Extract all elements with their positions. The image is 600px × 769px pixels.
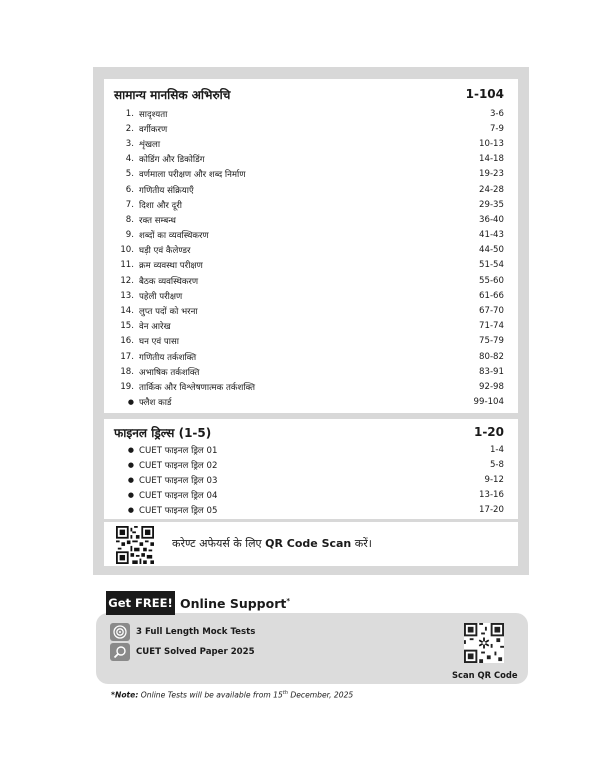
row-label: वेन आरेख (139, 322, 171, 333)
bullet-icon: ● (127, 460, 134, 469)
row-label: पहेली परीक्षण (139, 291, 183, 302)
chapter-row (120, 303, 504, 318)
svg-text:✲: ✲ (477, 634, 491, 653)
section-final-drills (104, 419, 518, 519)
row-left (120, 184, 194, 196)
row-number: 16. (120, 336, 134, 347)
row-label: बैठक व्यवस्थिकरण (139, 276, 199, 287)
chapter-row (120, 167, 504, 182)
row-pages: 61-66 (479, 290, 504, 301)
note-label: *Note: (111, 690, 139, 700)
online-support-title (180, 596, 290, 611)
row-number: 5. (125, 169, 134, 180)
row-number: 8. (125, 214, 134, 225)
row-label: दिशा और दूरी (139, 200, 182, 211)
bullet-icon: ● (127, 398, 134, 407)
note-text-pre: Online Tests will be available from 15 (138, 690, 283, 700)
row-label: गणितीय तर्कशक्ति (139, 352, 197, 363)
row-left (120, 381, 255, 393)
row-left (120, 305, 198, 317)
row-pages: 1-4 (489, 444, 504, 455)
chapter-list (120, 106, 504, 410)
bullet-icon: ● (127, 475, 134, 484)
chapter-row (120, 182, 504, 197)
row-left (120, 214, 176, 226)
row-left (120, 320, 171, 332)
drill-row (120, 472, 504, 487)
row-left (120, 153, 205, 165)
row-left (120, 290, 182, 302)
get-free-badge: Get FREE! (106, 591, 175, 615)
row-left (120, 335, 179, 347)
row-number: 2. (125, 123, 134, 134)
qr-text-bold: QR Code Scan (265, 537, 352, 550)
row-left (120, 504, 217, 516)
row-pages: 9-12 (484, 474, 504, 485)
section-title: फाइनल ड्रिल्स (1-5) (114, 425, 212, 440)
row-left (120, 444, 217, 456)
row-pages: 80-82 (479, 351, 504, 362)
row-number: 4. (125, 154, 134, 165)
row-label: क्रम व्यवस्था परीक्षण (139, 261, 203, 272)
row-left (120, 244, 191, 256)
row-number: 9. (125, 230, 134, 241)
section-pages: 1-104 (465, 87, 504, 101)
row-number: 6. (125, 184, 134, 195)
qr-text-post: करें। (351, 537, 372, 550)
row-left (120, 259, 203, 271)
row-left (120, 123, 167, 135)
row-label: लुप्त पदों को भरना (139, 307, 198, 318)
row-left (120, 199, 182, 211)
drill-row (120, 488, 504, 503)
row-label: अभाषिक तर्कशक्ति (139, 367, 200, 378)
row-number: 1. (125, 108, 134, 119)
drill-row (120, 457, 504, 472)
row-label: कोडिंग और डिकोडिंग (139, 155, 205, 166)
support-item-label: 3 Full Length Mock Tests (136, 627, 256, 637)
section-header (114, 85, 504, 103)
chapter-row (120, 334, 504, 349)
row-left (120, 138, 160, 150)
row-left (120, 229, 209, 241)
row-label: CUET फाइनल ड्रिल 04 (139, 491, 218, 502)
row-label: सादृश्यता (139, 109, 168, 120)
row-pages: 19-23 (479, 169, 504, 180)
qr-banner (104, 522, 518, 566)
row-pages: 71-74 (479, 321, 504, 332)
chapter-row (120, 228, 504, 243)
section-pages: 1-20 (473, 425, 504, 439)
row-left (120, 275, 198, 287)
row-label: CUET फाइनल ड्रिल 01 (139, 445, 218, 456)
row-pages: 5-8 (489, 459, 504, 470)
row-label: घन एवं पासा (139, 337, 179, 348)
chapter-row (120, 379, 504, 394)
qr-text-pre: करेण्ट अफेयर्स के लिए (172, 537, 266, 550)
drill-row (120, 503, 504, 518)
chapter-row (120, 349, 504, 364)
row-pages: 10-13 (479, 138, 504, 149)
row-label: घड़ी एवं कैलेण्डर (139, 246, 191, 257)
row-left (120, 366, 199, 378)
chapter-row (120, 288, 504, 303)
row-left (120, 459, 217, 471)
target-icon (110, 623, 130, 641)
row-number: 7. (125, 199, 134, 210)
row-pages: 44-50 (479, 245, 504, 256)
row-number: 17. (120, 351, 134, 362)
row-pages: 92-98 (479, 381, 504, 392)
row-label: CUET फाइनल ड्रिल 03 (139, 475, 218, 486)
row-number: 14. (120, 306, 134, 317)
row-number: 19. (120, 381, 134, 392)
search-paper-icon (110, 643, 130, 661)
chapter-row (120, 121, 504, 136)
row-label: वर्णमाला परीक्षण और शब्द निर्माण (139, 170, 246, 181)
support-qr-code-icon[interactable] (464, 623, 504, 663)
online-support-mark: * (286, 596, 291, 605)
row-left (120, 168, 245, 180)
chapter-row (120, 212, 504, 227)
bullet-icon: ● (127, 491, 134, 500)
scan-qr-label: Scan QR Code (452, 670, 518, 680)
row-number: 18. (120, 366, 134, 377)
row-label: शृंखला (139, 139, 161, 150)
row-pages: 3-6 (489, 108, 504, 119)
row-number: 15. (120, 321, 134, 332)
row-pages: 24-28 (479, 184, 504, 195)
row-label: गणितीय संक्रियाएँ (139, 185, 194, 196)
row-label: तार्किक और विश्लेषणात्मक तर्कशक्ति (139, 382, 256, 393)
online-support-label: Online Support (180, 596, 287, 611)
row-label: CUET फाइनल ड्रिल 02 (139, 460, 218, 471)
chapter-row (120, 273, 504, 288)
note-text-post: December, 2025 (287, 690, 354, 700)
row-label: वर्गीकरण (139, 124, 168, 135)
online-support-box (96, 613, 528, 684)
bullet-icon: ● (127, 445, 134, 454)
row-left (120, 396, 172, 408)
chapter-row (120, 152, 504, 167)
row-number: 10. (120, 245, 134, 256)
drill-row (120, 442, 504, 457)
chapter-row (120, 197, 504, 212)
section-header (114, 423, 504, 441)
row-pages: 75-79 (479, 336, 504, 347)
row-pages: 7-9 (489, 123, 504, 134)
flash-card-row (120, 395, 504, 410)
row-number: 13. (120, 290, 134, 301)
row-pages: 41-43 (479, 230, 504, 241)
qr-banner-text (172, 536, 372, 551)
note-text-sup: th (282, 690, 288, 696)
chapter-row (120, 319, 504, 334)
section-general-mental-ability (104, 79, 518, 413)
chapter-row (120, 364, 504, 379)
row-label: फ्लैश कार्ड (139, 398, 172, 409)
row-left (120, 108, 167, 120)
row-pages: 83-91 (479, 366, 504, 377)
row-pages: 51-54 (479, 260, 504, 271)
drill-list (120, 442, 504, 518)
section-title: सामान्य मानसिक अभिरुचि (114, 87, 231, 102)
row-pages: 36-40 (479, 214, 504, 225)
bullet-icon: ● (127, 506, 134, 515)
chapter-row (120, 106, 504, 121)
row-pages: 17-20 (479, 505, 504, 516)
row-pages: 14-18 (479, 154, 504, 165)
qr-code-icon[interactable] (116, 526, 154, 564)
row-label: CUET फाइनल ड्रिल 05 (139, 506, 218, 517)
row-number: 12. (120, 275, 134, 286)
row-left (120, 474, 217, 486)
footnote (111, 690, 353, 700)
row-pages: 29-35 (479, 199, 504, 210)
row-pages: 13-16 (479, 490, 504, 501)
row-left (120, 351, 196, 363)
chapter-row (120, 243, 504, 258)
row-number: 3. (125, 138, 134, 149)
support-item-label: CUET Solved Paper 2025 (136, 647, 255, 657)
row-pages: 67-70 (479, 306, 504, 317)
chapter-row (120, 136, 504, 151)
row-label: रक्त सम्बन्ध (139, 215, 176, 226)
row-pages: 99-104 (473, 397, 504, 408)
row-left (120, 489, 217, 501)
row-number: 11. (120, 260, 134, 271)
support-item-mock-tests (110, 623, 255, 641)
row-label: शब्दों का व्यवस्थिकरण (139, 231, 209, 242)
support-item-solved-paper (110, 643, 255, 661)
row-pages: 55-60 (479, 275, 504, 286)
chapter-row (120, 258, 504, 273)
